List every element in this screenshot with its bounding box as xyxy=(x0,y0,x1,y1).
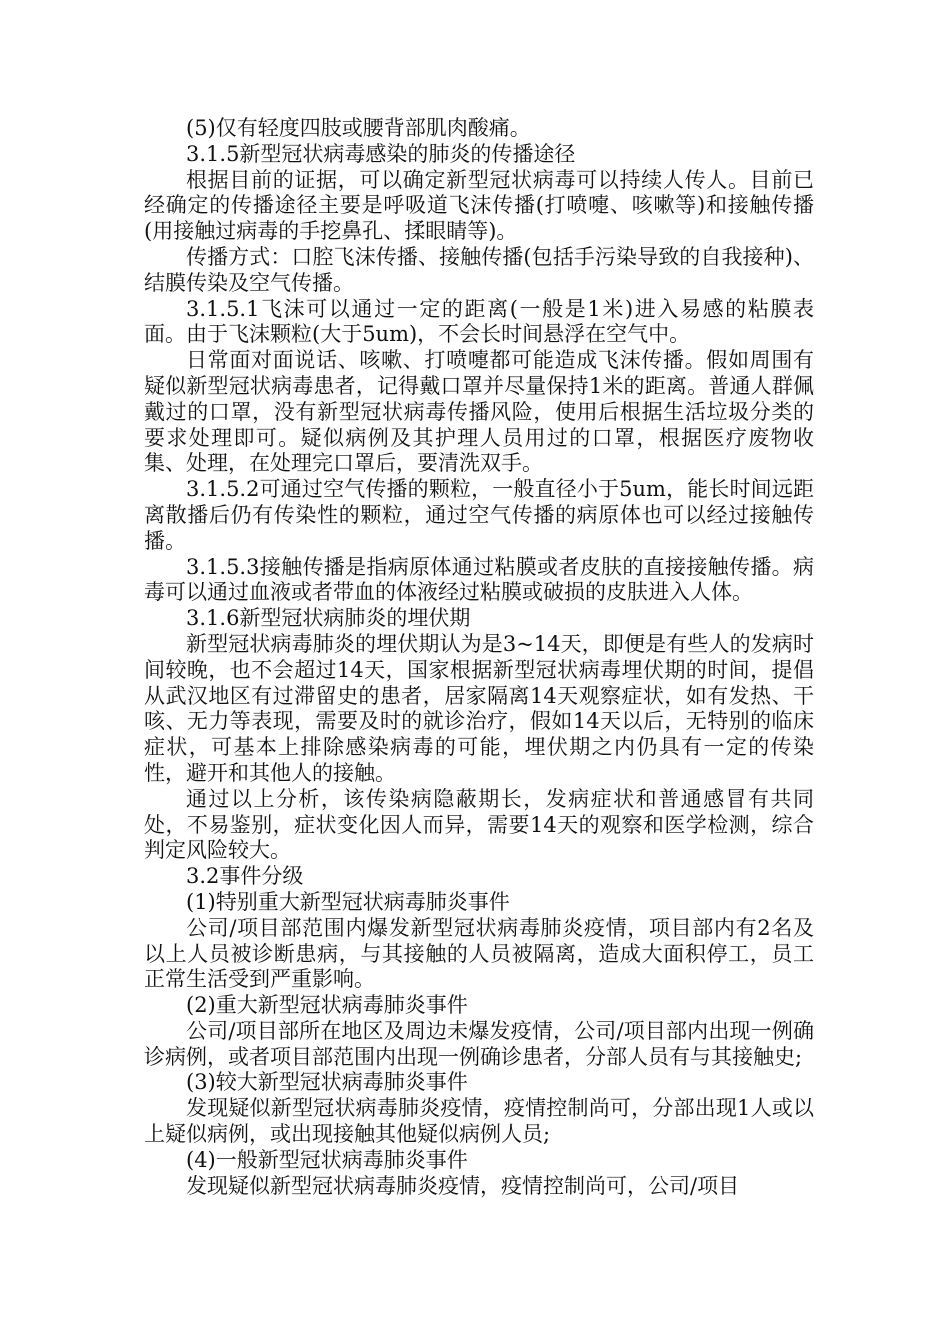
heading-level-2: (2)重大新型冠状病毒肺炎事件 xyxy=(186,993,468,1018)
heading-3-2: 3.2事件分级 xyxy=(186,864,304,889)
paragraph-incubation: 新型冠状病毒肺炎的埋伏期认为是3~14天，即便是有些人的发病时间较晚，也不会超过14天，国家根据新型冠状病毒埋伏期的时间，提倡从武汉地区有过滞留史的患者，居家隔离14天观察症状，如有发热、干咳、无力等表现，需要及时的就诊治疗，假如14天以后，无特别的临床症状，可基本上排除感染病毒的可能，埋伏期之内仍具有一定的传染性，避开和其他人的接触。 xyxy=(144,631,814,785)
heading-level-4: (4)一般新型冠状病毒肺炎事件 xyxy=(186,1147,468,1172)
paragraph-level-2: 公司/项目部所在地区及周边未爆发疫情，公司/项目部内出现一例确诊病例，或者项目部范围内出现一例确诊患者，分部人员有与其接触史; xyxy=(144,1018,814,1069)
paragraph-3-1-5-3: 3.1.5.3接触传播是指病原体通过粘膜或者皮肤的直接接触传播。病毒可以通过血液或者带血的体液经过粘膜或破损的皮肤进入人体。 xyxy=(144,554,814,605)
heading-level-3: (3)较大新型冠状病毒肺炎事件 xyxy=(186,1070,468,1095)
heading-3-1-6: 3.1.6新型冠状病肺炎的埋伏期 xyxy=(186,606,471,631)
document-page xyxy=(144,116,814,1199)
paragraph-transmission-modes: 传播方式：口腔飞沫传播、接触传播(包括手污染导致的自我接种)、结膜传染及空气传播。 xyxy=(144,244,814,295)
paragraph-symptom-5: (5)仅有轻度四肢或腰背部肌肉酸痛。 xyxy=(186,116,531,140)
paragraph-analysis: 通过以上分析，该传染病隐蔽期长，发病症状和普通感冒有共同处，不易鉴别，症状变化因人而异，需要14天的观察和医学检测，综合判定风险较大。 xyxy=(144,786,814,863)
paragraph-evidence: 根据目前的证据，可以确定新型冠状病毒可以持续人传人。目前已经确定的传播途径主要是呼吸道飞沫传播(打喷嚏、咳嗽等)和接触传播(用接触过病毒的手挖鼻孔、揉眼睛等)。 xyxy=(144,167,814,244)
paragraph-level-4: 发现疑似新型冠状病毒肺炎疫情，疫情控制尚可，公司/项目 xyxy=(186,1173,740,1198)
paragraph-level-1: 公司/项目部范围内爆发新型冠状病毒肺炎疫情，项目部内有2名及以上人员被诊断患病，与其接触的人员被隔离，造成大面积停工，员工正常生活受到严重影响。 xyxy=(144,915,814,992)
heading-3-1-5: 3.1.5新型冠状病毒感染的肺炎的传播途径 xyxy=(186,141,576,166)
paragraph-level-3: 发现疑似新型冠状病毒肺炎疫情，疫情控制尚可，分部出现1人或以上疑似病例，或出现接触其他疑似病例人员; xyxy=(144,1096,814,1147)
paragraph-3-1-5-1: 3.1.5.1飞沫可以通过一定的距离(一般是1米)进入易感的粘膜表面。由于飞沫颗粒(大于5um)，不会长时间悬浮在空气中。 xyxy=(144,296,814,347)
paragraph-droplet-daily: 日常面对面说话、咳嗽、打喷嚏都可能造成飞沫传播。假如周围有疑似新型冠状病毒患者，记得戴口罩并尽量保持1米的距离。普通人群佩戴过的口罩，没有新型冠状病毒传播风险，使用后根据生活垃圾分类的要求处理即可。疑似病例及其护理人员用过的口罩，根据医疗废物收集、处理，在处理完口罩后，要清洗双手。 xyxy=(144,348,814,476)
paragraph-3-1-5-2: 3.1.5.2可通过空气传播的颗粒，一般直径小于5um，能长时间远距离散播后仍有传染性的颗粒，通过空气传播的病原体也可以经过接触传播。 xyxy=(144,477,814,553)
heading-level-1: (1)特别重大新型冠状病毒肺炎事件 xyxy=(186,889,510,914)
